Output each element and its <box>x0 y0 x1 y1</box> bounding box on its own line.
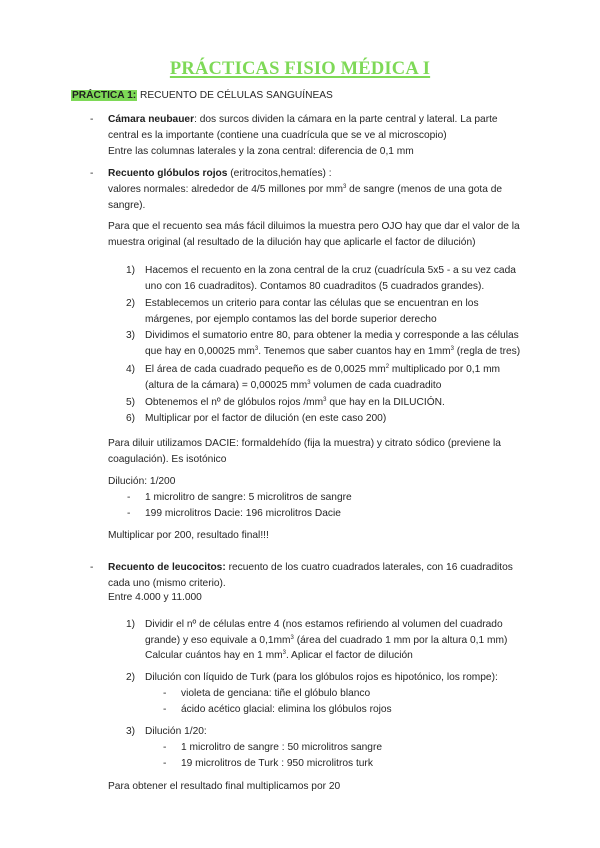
leuco-step-2-line-1: Dilución con líquido de Turk (para los glóbulos rojos es hipotónico, los rompe): <box>145 672 498 683</box>
globulos-line-3: sangre). <box>108 200 146 211</box>
dacie-line-2: coagulación). Es isotónico <box>108 454 227 465</box>
dilucion-item-1: 1 microlitro de sangre: 5 microlitros de sangre <box>145 492 352 503</box>
step-5-line-1: Obtenemos el nº de glóbulos rojos $/mm^3$ que hay en la DILUCIÓN. <box>145 397 445 408</box>
globulos-para2-line-2: muestra original (al resultado de la dilución hay que aplicarle el factor de dilución) <box>108 237 476 248</box>
step-4-line-2: (altura de la cámara) = 0,00025 $mm^3$ volumen de cada cuadradito <box>145 380 442 391</box>
globulos-para2-line-1: Para que el recuento sea más fácil diluimos la muestra pero OJO hay que dar el valor de la <box>108 221 520 232</box>
bullet-dash: - <box>90 562 94 573</box>
globulos-line-1: Recuento glóbulos rojos (eritrocitos,hematíes) : <box>108 168 332 179</box>
leuco-step-1-line-1: Dividir el nº de células entre 4 (nos estamos refiriendo al volumen del cuadrado <box>145 619 503 630</box>
leuco-line-2: cada uno (mismo criterio). <box>108 578 226 589</box>
step-3-line-2: que hay en 0,00025 $mm^3$. Tenemos que saber cuantos hay en $1mm^3$ (regla de tres) <box>145 346 521 357</box>
dacie-line-1: Para diluir utilizamos DACIE: formaldehído (fija la muestra) y citrato sódico (previene la <box>108 438 501 449</box>
bullet-dash: - <box>90 168 94 179</box>
leuco-dilucion-item-2: 19 microlitros de Turk : 950 microlitros turk <box>181 758 373 769</box>
step-number: 2) <box>126 298 136 309</box>
globulos-term: Recuento glóbulos rojos <box>108 168 228 179</box>
globulos-line-2: valores normales: alrededor de 4/5 millones por $mm^3$ de sangre (menos de una gota de <box>108 184 503 195</box>
step-number: 6) <box>126 413 136 424</box>
step-3-line-1: Dividimos el sumatorio entre 80, para obtener la media y corresponde a las células <box>145 330 519 341</box>
practica-label: PRÁCTICA 1: <box>72 90 137 101</box>
step-1-line-2: uno con 16 cuadraditos). Contamos 80 cuadraditos (5 cuadrados grandes). <box>145 281 485 292</box>
step-number: 1) <box>126 619 136 630</box>
bullet-dash: - <box>127 508 131 519</box>
step-4-line-1: El área de cada cuadrado pequeño es de 0,0025 $mm^2$ multiplicado por 0,1 mm <box>145 364 501 375</box>
step-2-line-1: Establecemos un criterio para contar las células que se encuentran en los <box>145 298 479 309</box>
bullet-dash: - <box>163 758 167 769</box>
leuco-term: Recuento de leucocitos: <box>108 562 226 573</box>
step-number: 3) <box>126 330 136 341</box>
bullet-dash: - <box>90 114 94 125</box>
step-number: 3) <box>126 726 136 737</box>
dilucion-label: Dilución: 1/200 <box>108 476 176 487</box>
leuco-line-1: Recuento de leucocitos: recuento de los cuatro cuadrados laterales, con 16 cuadraditos <box>108 562 513 573</box>
dilucion-item-2: 199 microlitros Dacie: 196 microlitros Dacie <box>145 508 341 519</box>
practica-heading <box>71 88 551 104</box>
camara-line-1: Cámara neubauer: dos surcos dividen la cámara en la parte central y lateral. La parte <box>108 114 498 125</box>
bullet-dash: - <box>163 742 167 753</box>
step-number: 4) <box>126 364 136 375</box>
step-6-line-1: Multiplicar por el factor de dilución (en este caso 200) <box>145 413 387 424</box>
step-number: 5) <box>126 397 136 408</box>
bullet-dash: - <box>127 492 131 503</box>
step-number: 1) <box>126 265 136 276</box>
leuco-final: Para obtener el resultado final multiplicamos por 20 <box>108 781 341 792</box>
camara-line-2: central es la importante (contiene una cuadrícula que se ve al microscopio) <box>108 130 447 141</box>
step-number: 2) <box>126 672 136 683</box>
leuco-turk-item-1: violeta de genciana: tiñe el glóbulo blanco <box>181 688 371 699</box>
leuco-dilucion-item-1: 1 microlitro de sangre : 50 microlitros sangre <box>181 742 382 753</box>
camara-term: Cámara neubauer <box>108 114 195 125</box>
bullet-dash: - <box>163 688 167 699</box>
camara-line-3: Entre las columnas laterales y la zona central: diferencia de 0,1 mm <box>108 146 414 157</box>
step-1-line-1: Hacemos el recuento en la zona central de la cruz (cuadrícula 5x5 - a su vez cada <box>145 265 516 276</box>
bullet-dash: - <box>163 704 167 715</box>
practica-text: RECUENTO DE CÉLULAS SANGUÍNEAS <box>137 90 333 101</box>
leuco-step-1-line-3: Calcular cuántos hay en 1 $mm^3$. Aplicar el factor de dilución <box>145 650 413 661</box>
dilucion-multiplicar: Multiplicar por 200, resultado final!!! <box>108 530 269 541</box>
leuco-step-1-line-2: grande) y eso equivale a $0,1mm^3$ (área del cuadrado 1 mm por la altura 0,1 mm) <box>145 635 508 646</box>
leuco-step-3-line-1: Dilución 1/20: <box>145 726 207 737</box>
step-2-line-2: márgenes, por ejemplo contamos las del borde superior derecho <box>145 314 437 325</box>
document-title: PRÁCTICAS FISIO MÉDICA I <box>169 59 431 79</box>
leuco-turk-item-2: ácido acético glacial: elimina los glóbulos rojos <box>181 704 392 715</box>
leuco-line-3: Entre 4.000 y 11.000 <box>108 592 202 603</box>
